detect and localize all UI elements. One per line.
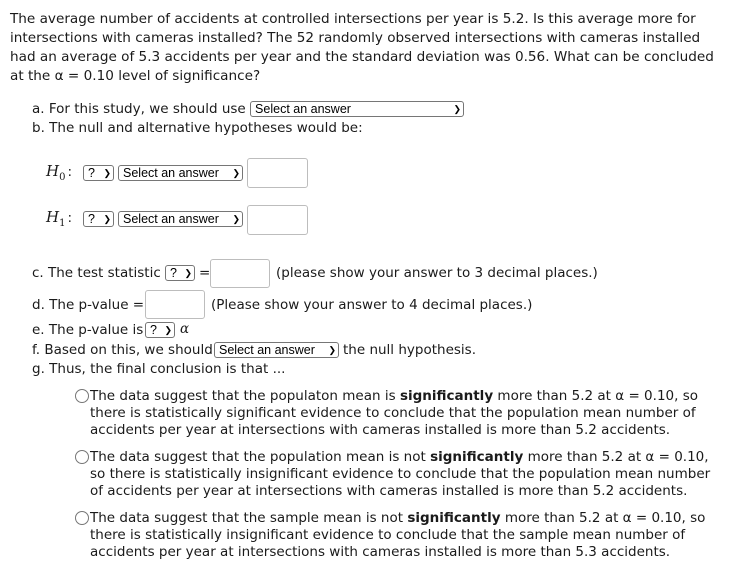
chevron-down-icon: ❯ (164, 324, 172, 335)
h0-parameter-select[interactable] (83, 165, 114, 181)
h1-symbol (46, 208, 66, 229)
part-c-label: c. The test statistic (32, 265, 161, 281)
study-type-select-value: Select an answer (255, 102, 351, 116)
h1-parameter-value: ? (88, 212, 95, 226)
p-value-input[interactable] (145, 290, 205, 319)
p-value-comparison-select[interactable] (145, 322, 175, 338)
test-statistic-hint: (please show your answer to 3 decimal places.) (276, 265, 598, 281)
chevron-down-icon: ❯ (328, 344, 336, 355)
alpha-symbol: α (180, 321, 190, 337)
option-2-bold: significantly (430, 449, 524, 465)
test-statistic-input[interactable] (210, 259, 270, 288)
option-2-text-a: The data suggest that the population mean is not (90, 449, 431, 465)
part-b-label: b. The null and alternative hypotheses would be: (32, 120, 363, 136)
conclusion-radio-3[interactable] (75, 511, 89, 525)
h0-relation-select[interactable] (118, 165, 243, 181)
question-text: The average number of accidents at controlled intersections per year is 5.2. Is this average more for intersections with cameras installed? The 52 randomly observed intersections with cameras installed had an average of 5.3 accidents per year and the standard deviation was 0.56. What can be concluded at the α = 0.10 level of significance? (10, 11, 714, 84)
part-a-label: a. For this study, we should use (32, 101, 246, 117)
conclusion-option-3 (90, 510, 715, 561)
h0-symbol (46, 162, 66, 183)
option-3-text-a: The data suggest that the sample mean is not (90, 510, 408, 526)
study-type-select[interactable] (250, 101, 464, 117)
h0-row (46, 162, 72, 183)
h1-relation-select[interactable] (118, 211, 243, 227)
option-1-text-b: more than 5.2 at α = 0.10, so there is statistically significant evidence to conclude that the population mean number of accidents per year at intersections with cameras installed is more than 5.2 accidents. (90, 388, 698, 438)
h1-colon: : (67, 210, 73, 226)
conclusion-option-2 (90, 449, 715, 500)
part-f-suffix: the null hypothesis. (343, 342, 476, 358)
h1-subscript: 1 (59, 218, 66, 229)
test-statistic-select[interactable] (165, 265, 195, 281)
chevron-down-icon: ❯ (103, 167, 111, 178)
h1-value-input[interactable] (247, 205, 308, 235)
option-1-text-a: The data suggest that the populaton mean is (90, 388, 400, 404)
decision-select[interactable] (214, 342, 339, 358)
h1-relation-value: Select an answer (123, 212, 219, 226)
part-f-label: f. Based on this, we should (32, 342, 213, 358)
chevron-down-icon: ❯ (232, 213, 240, 224)
h0-colon: : (67, 164, 73, 180)
option-1-bold: significantly (399, 388, 494, 404)
part-g-label: g. Thus, the final conclusion is that ... (32, 361, 286, 377)
h1-row (46, 208, 72, 229)
option-3-text-b: more than 5.2 at α = 0.10, so there is statistically insignificant evidence to conclude that the sample mean number of accidents per year at intersections with cameras installed is more than 5.3 accidents. (90, 510, 706, 560)
h0-relation-value: Select an answer (123, 166, 219, 180)
p-value-comparison-value: ? (150, 323, 157, 337)
h0-value-input[interactable] (247, 158, 308, 188)
chevron-down-icon: ❯ (103, 213, 111, 224)
conclusion-option-1 (90, 388, 715, 439)
part-e-label: e. The p-value is (32, 322, 144, 338)
h0-letter: H (46, 162, 60, 180)
option-2-text-b: more than 5.2 at α = 0.10, so there is statistically insignificant evidence to conclude that the population mean number of accidents per year at intersections with cameras installed is more than 5.2 accidents. (90, 449, 711, 499)
conclusion-radio-1[interactable] (75, 389, 89, 403)
chevron-down-icon: ❯ (232, 167, 240, 178)
equals-sign: = (199, 265, 211, 281)
option-3-bold: significantly (407, 510, 501, 526)
h0-parameter-value: ? (88, 166, 95, 180)
p-value-hint: (Please show your answer to 4 decimal places.) (211, 297, 533, 313)
conclusion-radio-2[interactable] (75, 450, 89, 464)
part-d-label: d. The p-value = (32, 297, 145, 313)
part-a (32, 101, 464, 117)
chevron-down-icon: ❯ (184, 267, 192, 278)
h1-letter: H (46, 208, 60, 226)
h0-subscript: 0 (59, 172, 66, 183)
chevron-down-icon: ❯ (453, 103, 462, 114)
h1-parameter-select[interactable] (83, 211, 114, 227)
decision-select-value: Select an answer (219, 343, 315, 357)
test-statistic-select-value: ? (170, 266, 177, 280)
